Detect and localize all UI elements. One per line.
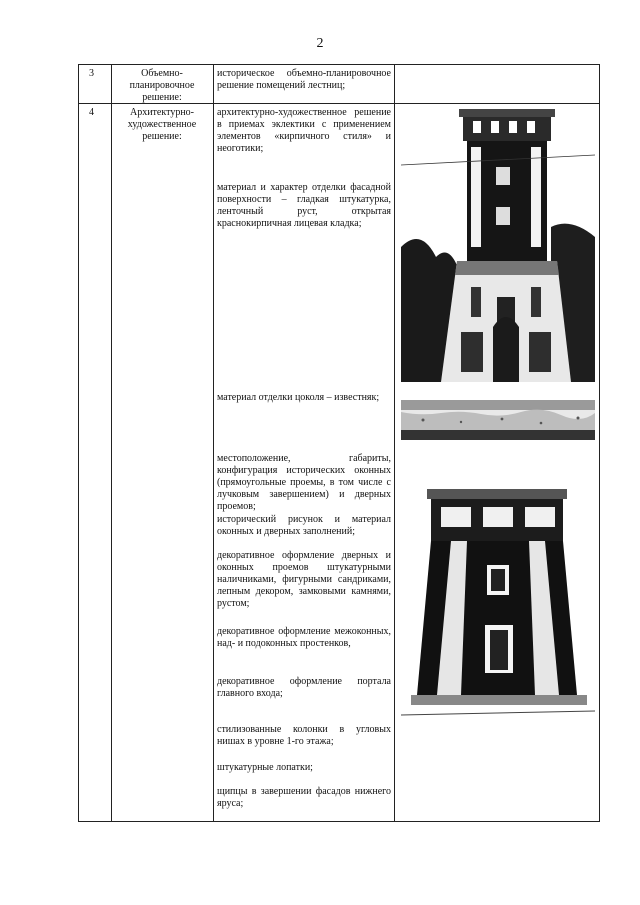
row-item: историческое объемно-планировочное решение помещений лестниц; bbox=[217, 68, 391, 91]
row-item: материал и характер отделки фасадной поверхности – гладкая штукатурка, ленточный руст, открытая краснокирпичная лицевая кладка; bbox=[217, 182, 391, 229]
row-name: Архитектурно-художественное решение: bbox=[127, 107, 197, 142]
row-name: Объемно-планировочное решение: bbox=[129, 68, 195, 103]
page-number: 2 bbox=[316, 36, 324, 51]
row-item: декоративное оформление межоконных, над- и подоконных простенков, bbox=[217, 626, 391, 649]
row-item: местоположение, габариты, конфигурация исторических оконных (прямоугольные проемы, в том числе с лучковым завершением) и дверных проемов; bbox=[217, 453, 391, 512]
row-number: 3 bbox=[89, 68, 94, 79]
column-divider bbox=[111, 65, 112, 821]
row-item: материал отделки цоколя – известняк; bbox=[217, 392, 380, 403]
facade-windows-photo-icon bbox=[401, 485, 595, 723]
row-item: декоративное оформление портала главного входа; bbox=[217, 676, 391, 699]
row-item: стилизованные колонки в угловых нишах в уровне 1-го этажа; bbox=[217, 724, 391, 747]
row-number: 4 bbox=[89, 107, 94, 118]
tower-photo-icon bbox=[401, 107, 595, 382]
row-item: декоративное оформление дверных и оконных проемов штукатурными наличниками, фигурными сандриками, лепным декором, замковыми камнями, рустом; bbox=[217, 550, 391, 609]
row-item: исторический рисунок и материал оконных и дверных заполнений; bbox=[217, 514, 391, 537]
row-item: архитектурно-художественное решение в приемах эклектики с применением элементов «кирпичного стиля» и неоготики; bbox=[217, 107, 391, 154]
limestone-plinth-photo-icon bbox=[401, 400, 595, 440]
attributes-table bbox=[78, 64, 600, 822]
row-item: штукатурные лопатки; bbox=[217, 762, 313, 773]
row-item: щипцы в завершении фасадов нижнего яруса; bbox=[217, 786, 391, 809]
column-divider bbox=[213, 65, 214, 821]
column-divider bbox=[394, 65, 395, 821]
